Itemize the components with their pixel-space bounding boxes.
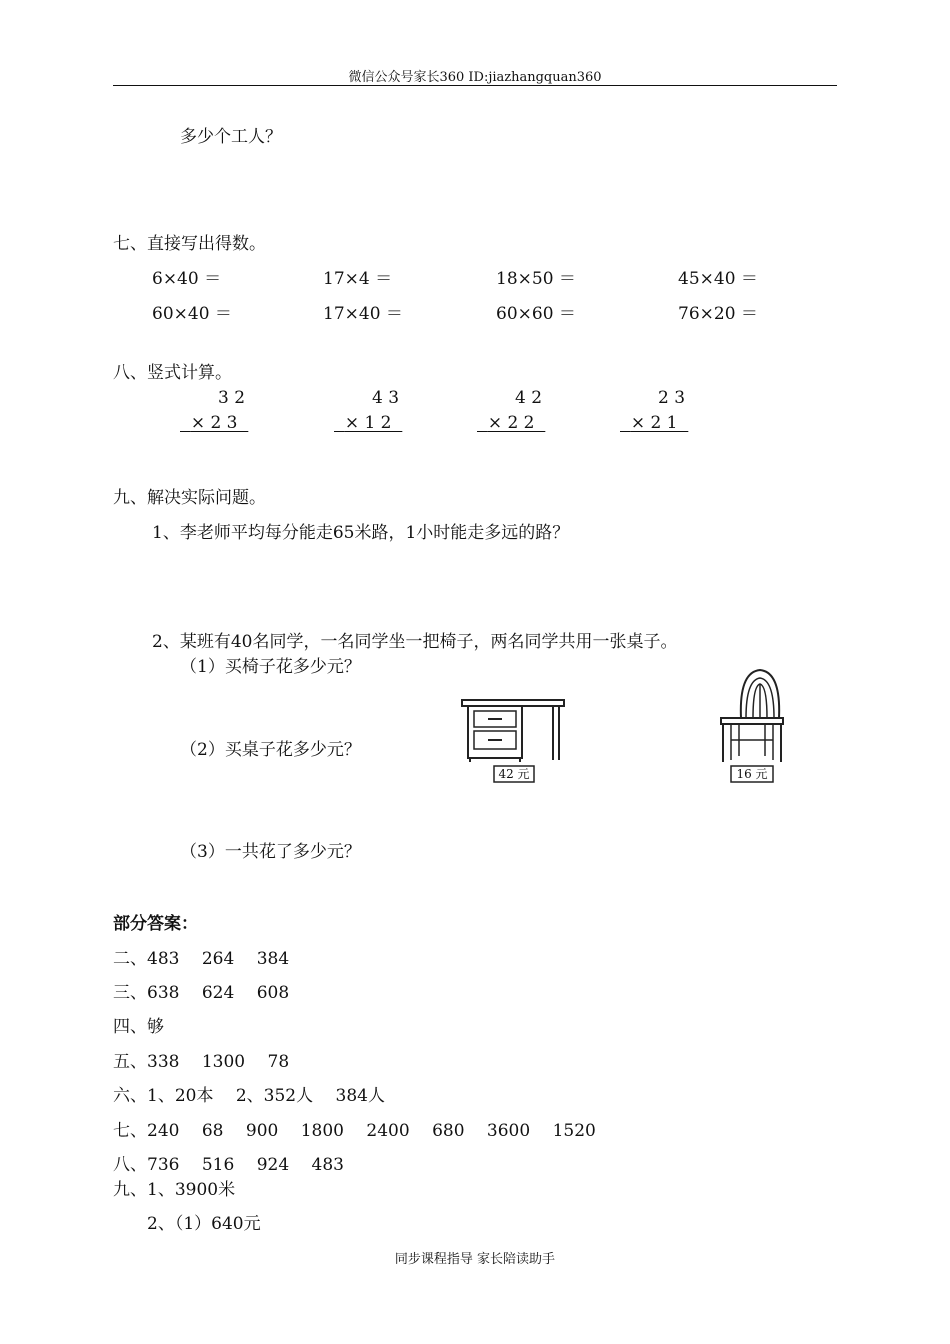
header-rule (113, 85, 837, 86)
page-footer: 同步课程指导 家长陪读助手 (394, 1252, 556, 1267)
answer-line: 六、1、20本 2、352人 384人 (113, 1086, 385, 1106)
problem-2-part-2: （2）买桌子花多少元？ (180, 740, 361, 760)
chair-price-label: 16 元 (736, 767, 768, 781)
answer-line: 七、240 68 900 1800 2400 680 3600 1520 (113, 1121, 596, 1141)
calc-item: 17×4 ＝ (323, 269, 393, 289)
calc-item: 18×50 ＝ (496, 269, 576, 289)
vertical-top-number: 3 2 (218, 388, 246, 408)
problem-2: 2、某班有40名同学，一名同学坐一把椅子，两名同学共用一张桌子。 (152, 632, 678, 652)
page-header: 微信公众号家长360 ID:jiazhangquan360 (348, 70, 602, 85)
problem-2-part-3: （3）一共花了多少元？ (180, 842, 361, 862)
vertical-bottom-number: × 2 1 (630, 413, 678, 433)
vertical-top-number: 2 3 (658, 388, 686, 408)
calc-item: 76×20 ＝ (678, 304, 758, 324)
vertical-top-number: 4 2 (515, 388, 543, 408)
answer-line: 二、483 264 384 (113, 949, 290, 969)
section-9-title: 九、解决实际问题。 (113, 488, 266, 508)
desk-price-label: 42 元 (498, 767, 530, 781)
answer-line: 三、638 624 608 (113, 983, 290, 1003)
answer-line: 八、736 516 924 483 (113, 1155, 345, 1175)
answer-line: 2、（1）640元 (113, 1214, 261, 1234)
vertical-bottom-number: × 2 3 (190, 413, 238, 433)
problem-1: 1、李老师平均每分能走65米路，1小时能走多远的路？ (152, 523, 570, 543)
vertical-top-number: 4 3 (372, 388, 400, 408)
answers-title: 部分答案： (113, 914, 198, 934)
answer-line: 九、1、3900米 (113, 1180, 236, 1200)
section-7-title: 七、直接写出得数。 (113, 234, 266, 254)
calc-item: 60×60 ＝ (496, 304, 576, 324)
calc-item: 60×40 ＝ (152, 304, 232, 324)
answer-line: 五、338 1300 78 (113, 1052, 290, 1072)
answer-line: 四、够 (113, 1017, 164, 1037)
vertical-bottom-number: × 2 2 (487, 413, 535, 433)
section-8-title: 八、竖式计算。 (113, 363, 232, 383)
question-6-tail: 多少个工人？ (180, 127, 282, 147)
calc-item: 6×40 ＝ (152, 269, 222, 289)
calc-item: 17×40 ＝ (323, 304, 403, 324)
problem-2-part-1: （1）买椅子花多少元？ (180, 657, 361, 677)
calc-item: 45×40 ＝ (678, 269, 758, 289)
vertical-bottom-number: × 1 2 (344, 413, 392, 433)
